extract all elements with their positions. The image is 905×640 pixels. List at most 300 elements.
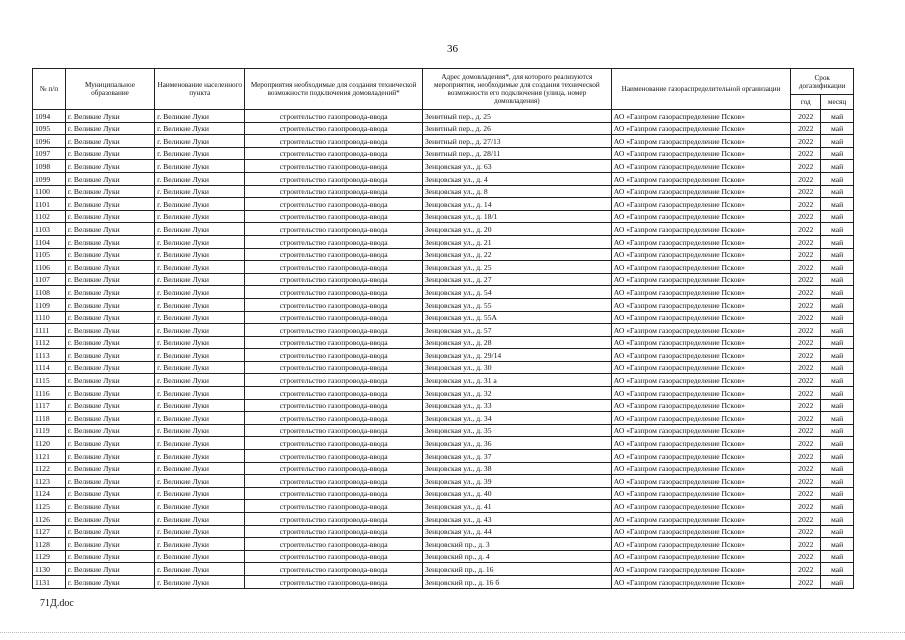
row-settlement: г. Великие Луки [155, 110, 245, 123]
row-settlement: г. Великие Луки [155, 210, 245, 223]
row-organization: АО «Газпром газораспределение Псков» [611, 475, 791, 488]
table-row [33, 273, 854, 286]
row-month: май [821, 273, 854, 286]
row-month: май [821, 261, 854, 274]
row-activity: строительство газопровода-ввода [245, 147, 423, 160]
row-municipality: г. Великие Луки [65, 374, 154, 387]
row-year: 2022 [791, 198, 821, 211]
row-settlement: г. Великие Луки [155, 286, 245, 299]
row-organization: АО «Газпром газораспределение Псков» [611, 311, 791, 324]
row-year: 2022 [791, 311, 821, 324]
row-organization: АО «Газпром газораспределение Псков» [611, 387, 791, 400]
row-settlement: г. Великие Луки [155, 525, 245, 538]
row-address: Зенитный пер., д. 27/13 [422, 135, 611, 148]
row-year: 2022 [791, 550, 821, 563]
row-year: 2022 [791, 412, 821, 425]
row-settlement: г. Великие Луки [155, 538, 245, 551]
header-organization: Наименование газораспределительной организации [611, 69, 791, 110]
footer-file-name: 71Д.doc [40, 598, 74, 609]
row-month: май [821, 450, 854, 463]
row-month: май [821, 462, 854, 475]
row-activity: строительство газопровода-ввода [245, 223, 423, 236]
row-municipality: г. Великие Луки [65, 487, 154, 500]
row-number: 1118 [33, 412, 66, 425]
row-organization: АО «Газпром газораспределение Псков» [611, 223, 791, 236]
row-address: Зенцовская ул., д. 14 [422, 198, 611, 211]
row-organization: АО «Газпром газораспределение Псков» [611, 336, 791, 349]
row-organization: АО «Газпром газораспределение Псков» [611, 298, 791, 311]
row-settlement: г. Великие Луки [155, 172, 245, 185]
row-year: 2022 [791, 387, 821, 400]
row-activity: строительство газопровода-ввода [245, 387, 423, 400]
row-activity: строительство газопровода-ввода [245, 437, 423, 450]
row-month: май [821, 210, 854, 223]
row-settlement: г. Великие Луки [155, 374, 245, 387]
row-address: Зенцовская ул., д. 35 [422, 424, 611, 437]
row-month: май [821, 374, 854, 387]
row-number: 1106 [33, 261, 66, 274]
row-address: Зенцовская ул., д. 31 а [422, 374, 611, 387]
row-organization: АО «Газпром газораспределение Псков» [611, 550, 791, 563]
row-municipality: г. Великие Луки [65, 298, 154, 311]
row-activity: строительство газопровода-ввода [245, 311, 423, 324]
row-municipality: г. Великие Луки [65, 273, 154, 286]
row-organization: АО «Газпром газораспределение Псков» [611, 135, 791, 148]
row-activity: строительство газопровода-ввода [245, 525, 423, 538]
header-address: Адрес домовладения*, для которого реализуются мероприятия, необходимые для создания технической возможности его подключения (улица, номер домовладения) [422, 69, 611, 110]
row-number: 1112 [33, 336, 66, 349]
row-month: май [821, 147, 854, 160]
row-year: 2022 [791, 248, 821, 261]
row-month: май [821, 487, 854, 500]
row-month: май [821, 575, 854, 588]
row-activity: строительство газопровода-ввода [245, 349, 423, 362]
row-organization: АО «Газпром газораспределение Псков» [611, 110, 791, 123]
row-activity: строительство газопровода-ввода [245, 135, 423, 148]
table-row [33, 374, 854, 387]
row-settlement: г. Великие Луки [155, 122, 245, 135]
row-year: 2022 [791, 223, 821, 236]
row-settlement: г. Великие Луки [155, 450, 245, 463]
row-municipality: г. Великие Луки [65, 538, 154, 551]
row-address: Зенцовская ул., д. 4 [422, 172, 611, 185]
table-row [33, 324, 854, 337]
row-month: май [821, 387, 854, 400]
header-deadline: Срок догазификации [791, 69, 854, 95]
row-settlement: г. Великие Луки [155, 198, 245, 211]
row-activity: строительство газопровода-ввода [245, 110, 423, 123]
table-row [33, 235, 854, 248]
row-municipality: г. Великие Луки [65, 575, 154, 588]
row-settlement: г. Великие Луки [155, 147, 245, 160]
row-number: 1128 [33, 538, 66, 551]
row-activity: строительство газопровода-ввода [245, 513, 423, 526]
row-organization: АО «Газпром газораспределение Псков» [611, 349, 791, 362]
row-month: май [821, 248, 854, 261]
row-address: Зенцовская ул., д. 18/1 [422, 210, 611, 223]
row-month: май [821, 525, 854, 538]
row-month: май [821, 475, 854, 488]
row-settlement: г. Великие Луки [155, 349, 245, 362]
row-year: 2022 [791, 424, 821, 437]
row-number: 1131 [33, 575, 66, 588]
row-organization: АО «Газпром газораспределение Псков» [611, 198, 791, 211]
row-settlement: г. Великие Луки [155, 336, 245, 349]
row-organization: АО «Газпром газораспределение Псков» [611, 147, 791, 160]
row-number: 1114 [33, 361, 66, 374]
header-num: № п/п [33, 69, 66, 110]
row-year: 2022 [791, 261, 821, 274]
scan-edge-line [0, 632, 905, 633]
row-settlement: г. Великие Луки [155, 424, 245, 437]
row-organization: АО «Газпром газораспределение Псков» [611, 261, 791, 274]
row-activity: строительство газопровода-ввода [245, 500, 423, 513]
row-address: Зенцовский пр., д. 3 [422, 538, 611, 551]
row-organization: АО «Газпром газораспределение Псков» [611, 538, 791, 551]
table-row [33, 450, 854, 463]
row-municipality: г. Великие Луки [65, 513, 154, 526]
row-settlement: г. Великие Луки [155, 248, 245, 261]
row-address: Зенцовский пр., д. 16 [422, 563, 611, 576]
row-address: Зенцовская ул., д. 33 [422, 399, 611, 412]
row-settlement: г. Великие Луки [155, 361, 245, 374]
table-row [33, 462, 854, 475]
row-year: 2022 [791, 172, 821, 185]
row-year: 2022 [791, 487, 821, 500]
row-activity: строительство газопровода-ввода [245, 462, 423, 475]
table-row [33, 424, 854, 437]
row-number: 1124 [33, 487, 66, 500]
row-municipality: г. Великие Луки [65, 550, 154, 563]
row-month: май [821, 513, 854, 526]
row-activity: строительство газопровода-ввода [245, 538, 423, 551]
row-year: 2022 [791, 286, 821, 299]
row-address: Зенцовская ул., д. 55А [422, 311, 611, 324]
row-month: май [821, 563, 854, 576]
row-activity: строительство газопровода-ввода [245, 487, 423, 500]
row-settlement: г. Великие Луки [155, 399, 245, 412]
table-row [33, 399, 854, 412]
row-month: май [821, 160, 854, 173]
row-activity: строительство газопровода-ввода [245, 399, 423, 412]
table-row [33, 487, 854, 500]
row-number: 1111 [33, 324, 66, 337]
row-address: Зенцовская ул., д. 43 [422, 513, 611, 526]
row-month: май [821, 235, 854, 248]
row-year: 2022 [791, 235, 821, 248]
row-year: 2022 [791, 324, 821, 337]
row-settlement: г. Великие Луки [155, 563, 245, 576]
row-address: Зенцовский пр., д. 4 [422, 550, 611, 563]
row-year: 2022 [791, 110, 821, 123]
row-activity: строительство газопровода-ввода [245, 336, 423, 349]
row-organization: АО «Газпром газораспределение Псков» [611, 324, 791, 337]
row-activity: строительство газопровода-ввода [245, 563, 423, 576]
row-number: 1094 [33, 110, 66, 123]
row-number: 1122 [33, 462, 66, 475]
row-activity: строительство газопровода-ввода [245, 450, 423, 463]
row-municipality: г. Великие Луки [65, 135, 154, 148]
row-month: май [821, 286, 854, 299]
row-year: 2022 [791, 525, 821, 538]
row-activity: строительство газопровода-ввода [245, 361, 423, 374]
row-address: Зенцовская ул., д. 36 [422, 437, 611, 450]
row-address: Зенцовская ул., д. 54 [422, 286, 611, 299]
row-year: 2022 [791, 462, 821, 475]
row-municipality: г. Великие Луки [65, 248, 154, 261]
row-organization: АО «Газпром газораспределение Псков» [611, 122, 791, 135]
row-number: 1104 [33, 235, 66, 248]
table-row [33, 500, 854, 513]
row-organization: АО «Газпром газораспределение Псков» [611, 412, 791, 425]
row-activity: строительство газопровода-ввода [245, 273, 423, 286]
row-settlement: г. Великие Луки [155, 235, 245, 248]
table-row [33, 198, 854, 211]
row-activity: строительство газопровода-ввода [245, 261, 423, 274]
row-number: 1096 [33, 135, 66, 148]
row-settlement: г. Великие Луки [155, 462, 245, 475]
row-year: 2022 [791, 575, 821, 588]
row-organization: АО «Газпром газораспределение Псков» [611, 487, 791, 500]
row-activity: строительство газопровода-ввода [245, 424, 423, 437]
row-number: 1102 [33, 210, 66, 223]
table-row [33, 336, 854, 349]
row-address: Зенцовская ул., д. 44 [422, 525, 611, 538]
row-number: 1127 [33, 525, 66, 538]
row-municipality: г. Великие Луки [65, 185, 154, 198]
row-organization: АО «Газпром газораспределение Псков» [611, 235, 791, 248]
row-year: 2022 [791, 513, 821, 526]
row-address: Зенцовская ул., д. 57 [422, 324, 611, 337]
row-organization: АО «Газпром газораспределение Псков» [611, 525, 791, 538]
row-month: май [821, 311, 854, 324]
table-row [33, 349, 854, 362]
row-activity: строительство газопровода-ввода [245, 160, 423, 173]
row-organization: АО «Газпром газораспределение Псков» [611, 513, 791, 526]
row-activity: строительство газопровода-ввода [245, 185, 423, 198]
row-month: май [821, 538, 854, 551]
row-municipality: г. Великие Луки [65, 563, 154, 576]
row-year: 2022 [791, 185, 821, 198]
row-month: май [821, 122, 854, 135]
table-row [33, 513, 854, 526]
row-number: 1108 [33, 286, 66, 299]
row-municipality: г. Великие Луки [65, 437, 154, 450]
row-number: 1125 [33, 500, 66, 513]
table-row [33, 361, 854, 374]
row-activity: строительство газопровода-ввода [245, 575, 423, 588]
row-municipality: г. Великие Луки [65, 500, 154, 513]
table-row [33, 538, 854, 551]
row-organization: АО «Газпром газораспределение Псков» [611, 248, 791, 261]
row-number: 1097 [33, 147, 66, 160]
row-settlement: г. Великие Луки [155, 273, 245, 286]
row-address: Зенцовская ул., д. 25 [422, 261, 611, 274]
row-address: Зенцовская ул., д. 28 [422, 336, 611, 349]
row-address: Зенцовская ул., д. 37 [422, 450, 611, 463]
row-year: 2022 [791, 147, 821, 160]
row-organization: АО «Газпром газораспределение Псков» [611, 361, 791, 374]
table-row [33, 575, 854, 588]
row-number: 1107 [33, 273, 66, 286]
row-organization: АО «Газпром газораспределение Псков» [611, 374, 791, 387]
row-number: 1113 [33, 349, 66, 362]
row-municipality: г. Великие Луки [65, 286, 154, 299]
row-number: 1103 [33, 223, 66, 236]
row-municipality: г. Великие Луки [65, 412, 154, 425]
header-month: месяц [821, 95, 854, 110]
table-row [33, 475, 854, 488]
table-row [33, 122, 854, 135]
table-row [33, 110, 854, 123]
row-number: 1126 [33, 513, 66, 526]
row-organization: АО «Газпром газораспределение Псков» [611, 563, 791, 576]
row-month: май [821, 399, 854, 412]
row-address: Зенцовская ул., д. 38 [422, 462, 611, 475]
row-municipality: г. Великие Луки [65, 324, 154, 337]
row-year: 2022 [791, 361, 821, 374]
row-month: май [821, 185, 854, 198]
row-month: май [821, 110, 854, 123]
row-year: 2022 [791, 563, 821, 576]
table-row [33, 248, 854, 261]
row-number: 1110 [33, 311, 66, 324]
row-month: май [821, 198, 854, 211]
row-month: май [821, 336, 854, 349]
row-year: 2022 [791, 399, 821, 412]
row-settlement: г. Великие Луки [155, 500, 245, 513]
row-organization: АО «Газпром газораспределение Псков» [611, 160, 791, 173]
row-settlement: г. Великие Луки [155, 487, 245, 500]
row-municipality: г. Великие Луки [65, 475, 154, 488]
row-organization: АО «Газпром газораспределение Псков» [611, 462, 791, 475]
row-number: 1105 [33, 248, 66, 261]
row-settlement: г. Великие Луки [155, 387, 245, 400]
table-row [33, 160, 854, 173]
table-body [33, 110, 854, 589]
row-number: 1129 [33, 550, 66, 563]
row-municipality: г. Великие Луки [65, 147, 154, 160]
row-municipality: г. Великие Луки [65, 210, 154, 223]
row-month: май [821, 437, 854, 450]
row-month: май [821, 135, 854, 148]
table-row [33, 412, 854, 425]
row-address: Зенцовская ул., д. 21 [422, 235, 611, 248]
row-address: Зенцовская ул., д. 20 [422, 223, 611, 236]
page-number: 36 [447, 43, 458, 55]
row-organization: АО «Газпром газораспределение Псков» [611, 437, 791, 450]
row-year: 2022 [791, 538, 821, 551]
row-address: Зенцовская ул., д. 29/14 [422, 349, 611, 362]
row-year: 2022 [791, 374, 821, 387]
row-address: Зенцовская ул., д. 30 [422, 361, 611, 374]
row-year: 2022 [791, 273, 821, 286]
row-address: Зенцовская ул., д. 41 [422, 500, 611, 513]
row-activity: строительство газопровода-ввода [245, 550, 423, 563]
table-row [33, 210, 854, 223]
row-year: 2022 [791, 475, 821, 488]
row-month: май [821, 324, 854, 337]
row-address: Зенитный пер., д. 25 [422, 110, 611, 123]
header-year: год [791, 95, 821, 110]
row-organization: АО «Газпром газораспределение Псков» [611, 399, 791, 412]
row-municipality: г. Великие Луки [65, 361, 154, 374]
row-month: май [821, 550, 854, 563]
row-municipality: г. Великие Луки [65, 349, 154, 362]
row-organization: АО «Газпром газораспределение Псков» [611, 286, 791, 299]
row-number: 1116 [33, 387, 66, 400]
table-row [33, 550, 854, 563]
row-year: 2022 [791, 437, 821, 450]
row-organization: АО «Газпром газораспределение Псков» [611, 172, 791, 185]
row-settlement: г. Великие Луки [155, 311, 245, 324]
row-municipality: г. Великие Луки [65, 223, 154, 236]
row-organization: АО «Газпром газораспределение Псков» [611, 450, 791, 463]
row-year: 2022 [791, 135, 821, 148]
row-year: 2022 [791, 298, 821, 311]
row-number: 1123 [33, 475, 66, 488]
row-organization: АО «Газпром газораспределение Псков» [611, 424, 791, 437]
row-organization: АО «Газпром газораспределение Псков» [611, 210, 791, 223]
row-municipality: г. Великие Луки [65, 387, 154, 400]
table-row [33, 223, 854, 236]
row-municipality: г. Великие Луки [65, 235, 154, 248]
gasification-table [32, 68, 854, 589]
row-number: 1099 [33, 172, 66, 185]
table-row [33, 286, 854, 299]
table-row [33, 135, 854, 148]
row-year: 2022 [791, 500, 821, 513]
row-organization: АО «Газпром газораспределение Псков» [611, 500, 791, 513]
header-settlement: Наименование населенного пункта [155, 69, 245, 110]
row-address: Зенцовская ул., д. 27 [422, 273, 611, 286]
row-activity: строительство газопровода-ввода [245, 286, 423, 299]
row-number: 1098 [33, 160, 66, 173]
row-number: 1101 [33, 198, 66, 211]
row-activity: строительство газопровода-ввода [245, 210, 423, 223]
row-activity: строительство газопровода-ввода [245, 475, 423, 488]
row-address: Зенитный пер., д. 28/11 [422, 147, 611, 160]
row-settlement: г. Великие Луки [155, 261, 245, 274]
row-number: 1119 [33, 424, 66, 437]
header-activities: Мероприятия необходимые для создания технической возможности подключения домовладений* [245, 69, 423, 110]
row-address: Зенцовская ул., д. 22 [422, 248, 611, 261]
row-year: 2022 [791, 349, 821, 362]
row-municipality: г. Великие Луки [65, 336, 154, 349]
row-activity: строительство газопровода-ввода [245, 374, 423, 387]
row-municipality: г. Великие Луки [65, 172, 154, 185]
row-organization: АО «Газпром газораспределение Псков» [611, 575, 791, 588]
row-settlement: г. Великие Луки [155, 437, 245, 450]
row-month: май [821, 298, 854, 311]
row-year: 2022 [791, 336, 821, 349]
row-settlement: г. Великие Луки [155, 160, 245, 173]
row-organization: АО «Газпром газораспределение Псков» [611, 185, 791, 198]
row-municipality: г. Великие Луки [65, 462, 154, 475]
row-number: 1100 [33, 185, 66, 198]
row-address: Зенитный пер., д. 26 [422, 122, 611, 135]
row-municipality: г. Великие Луки [65, 261, 154, 274]
row-settlement: г. Великие Луки [155, 475, 245, 488]
row-month: май [821, 412, 854, 425]
row-number: 1130 [33, 563, 66, 576]
table-row [33, 437, 854, 450]
table-row [33, 147, 854, 160]
row-address: Зенцовская ул., д. 8 [422, 185, 611, 198]
row-municipality: г. Великие Луки [65, 399, 154, 412]
row-month: май [821, 500, 854, 513]
row-municipality: г. Великие Луки [65, 424, 154, 437]
